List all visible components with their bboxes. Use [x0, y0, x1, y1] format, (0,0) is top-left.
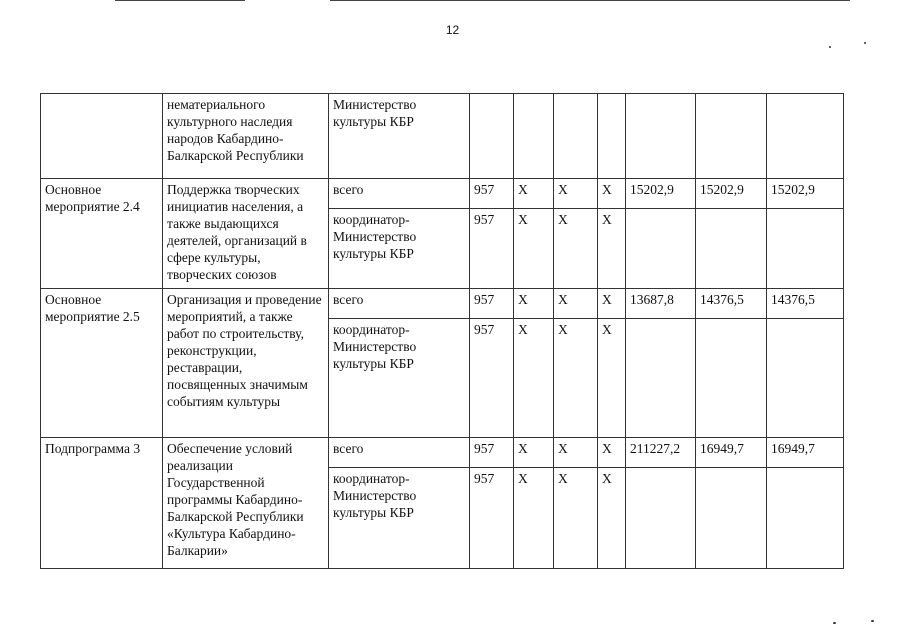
- executor-cell: координатор-Министерство культуры КБР: [329, 319, 470, 438]
- mark-cell: X: [598, 438, 626, 468]
- mark-cell: X: [554, 468, 598, 569]
- top-edge-line: [330, 0, 850, 1]
- description-cell: Организация и проведение мероприятий, а также работ по строительству, реконструкции, реставрации, посвященных значимым событиям культуры: [163, 289, 329, 438]
- value-cell: [696, 319, 767, 438]
- executor-cell: всего: [329, 289, 470, 319]
- program-table: [40, 93, 844, 569]
- mark-cell: X: [514, 438, 554, 468]
- value-cell: [767, 319, 844, 438]
- value-cell: 16949,7: [696, 438, 767, 468]
- description-cell: Обеспечение условий реализации Государственной программы Кабардино-Балкарской Республики «Культура Кабардино-Балкарии»: [163, 438, 329, 569]
- table-row: [41, 94, 844, 179]
- value-cell: [626, 209, 696, 289]
- value-cell: [767, 468, 844, 569]
- mark-cell: X: [598, 209, 626, 289]
- mark-cell: X: [514, 319, 554, 438]
- name-cell: [41, 94, 163, 179]
- mark-cell: X: [554, 289, 598, 319]
- executor-cell: Министерство культуры КБР: [329, 94, 470, 179]
- value-cell: [626, 319, 696, 438]
- executor-cell: координатор-Министерство культуры КБР: [329, 209, 470, 289]
- name-cell: Основное мероприятие 2.5: [41, 289, 163, 438]
- mark-cell: X: [598, 179, 626, 209]
- value-cell: 15202,9: [626, 179, 696, 209]
- mark-cell: X: [514, 209, 554, 289]
- mark-cell: X: [514, 179, 554, 209]
- executor-cell: всего: [329, 179, 470, 209]
- scan-speck: [871, 620, 874, 622]
- scan-speck: [829, 46, 831, 48]
- value-cell: 14376,5: [696, 289, 767, 319]
- table-row: [41, 438, 844, 468]
- code-cell: 957: [470, 438, 514, 468]
- code-cell: 957: [470, 209, 514, 289]
- code-cell: 957: [470, 179, 514, 209]
- mark-cell: X: [554, 319, 598, 438]
- mark-cell: X: [514, 468, 554, 569]
- value-cell: [767, 209, 844, 289]
- table-row: [41, 179, 844, 209]
- value-cell: 16949,7: [767, 438, 844, 468]
- description-cell: Поддержка творческих инициатив населения, а также выдающихся деятелей, организаций в сфере культуры, творческих союзов: [163, 179, 329, 289]
- code-cell: 957: [470, 289, 514, 319]
- name-cell: Подпрограмма 3: [41, 438, 163, 569]
- page-number: 12: [445, 23, 460, 37]
- mark-cell: X: [598, 289, 626, 319]
- value-cell: 15202,9: [696, 179, 767, 209]
- scan-speck: [833, 622, 836, 624]
- value-cell: 211227,2: [626, 438, 696, 468]
- scan-speck: [864, 42, 866, 44]
- value-cell: 14376,5: [767, 289, 844, 319]
- executor-cell: всего: [329, 438, 470, 468]
- code-cell: 957: [470, 468, 514, 569]
- description-cell: нематериального культурного наследия народов Кабардино-Балкарской Республики: [163, 94, 329, 179]
- table-row: [41, 289, 844, 319]
- value-cell: [626, 468, 696, 569]
- mark-cell: X: [554, 209, 598, 289]
- executor-cell: координатор-Министерство культуры КБР: [329, 468, 470, 569]
- code-cell: 957: [470, 319, 514, 438]
- mark-cell: X: [554, 438, 598, 468]
- value-cell: [696, 209, 767, 289]
- value-cell: 15202,9: [767, 179, 844, 209]
- mark-cell: X: [514, 289, 554, 319]
- value-cell: [696, 468, 767, 569]
- top-edge-line: [115, 0, 245, 1]
- mark-cell: X: [554, 179, 598, 209]
- mark-cell: X: [598, 319, 626, 438]
- name-cell: Основное мероприятие 2.4: [41, 179, 163, 289]
- mark-cell: X: [598, 468, 626, 569]
- value-cell: 13687,8: [626, 289, 696, 319]
